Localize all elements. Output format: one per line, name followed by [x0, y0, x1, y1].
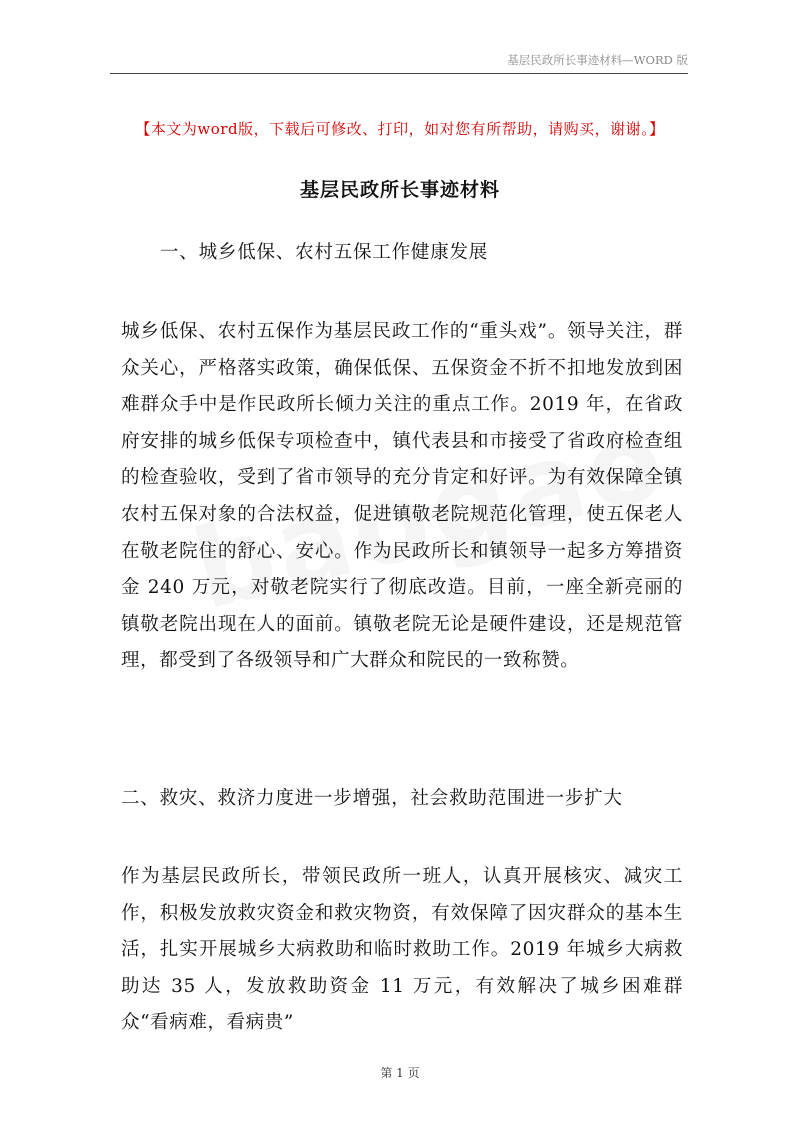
document-title: 基层民政所长事迹材料 — [299, 179, 500, 201]
section-body-2: 作为基层民政所长，带领民政所一班人，认真开展核灾、减灾工作，积极发放救灾资金和救灾物资，有效保障了因灾群众的基本生活，扎实开展城乡大病救助和临时救助工作。2019 年城乡大病救助达 35 人，发放救助资金 11 万元，有效解决了城乡困难群众“看病难，看病贵” — [121, 866, 683, 1034]
section-heading-2: 二、救灾、救济力度进一步增强，社会救助范围进一步扩大 — [121, 788, 623, 809]
running-header: 基层民政所长事迹材料—WORD 版 — [507, 53, 688, 67]
header-divider — [110, 73, 688, 74]
section-heading-1: 一、城乡低保、农村五保工作健康发展 — [160, 242, 489, 263]
page-number: 第 1 页 — [380, 1066, 420, 1080]
purchase-notice: 【本文为word版，下载后可修改、打印，如对您有所帮助，请购买，谢谢。】 — [135, 120, 665, 138]
section-body-1: 城乡低保、农村五保作为基层民政工作的“重头戏”。领导关注，群众关心，严格落实政策，确保低保、五保资金不折不扣地发放到困难群众手中是作民政所长倾力关注的重点工作。2019 年，在省政府安排的城乡低保专项检查中，镇代表县和市接受了省政府检查组的检查验收，受到了省市领导的充分肯定和好评。为有效保障全镇农村五保对象的合法权益，促进镇敬老院规范化管理，使五保老人在敬老院住的舒心、安心。作为民政所长和镇领导一起多方筹措资金 240 万元，对敬老院实行了彻底改造。目前，一座全新亮丽的镇敬老院出现在人的面前。镇敬老院无论是硬件建设，还是规范管理，都受到了各级领导和广大群众和院民的一致称赞。 — [121, 321, 683, 672]
